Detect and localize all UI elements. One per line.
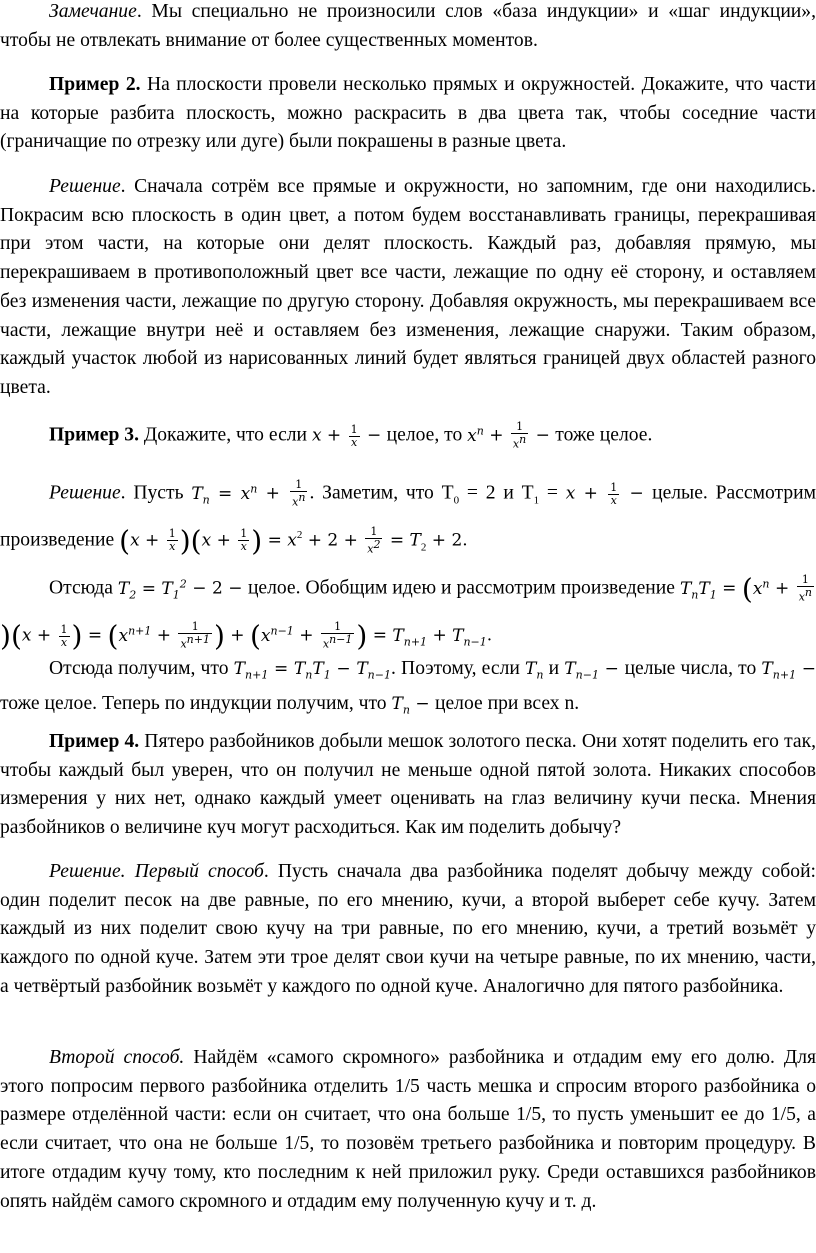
formula-x-plus-1-over-x: x [311, 425, 322, 446]
solution-3-label: Решение [49, 482, 121, 504]
solution-3-paragraph-b: Отсюда $T_2 = T_1^2 - 2$ − целое. Обобщим идею и рассмотрим произведение $T_nT_1 = (x^n$ + $\frac{1}{x^n}$ )(x + $\frac{1}{x}$ ) = ($x^{n+1}$ + $\frac{1}{x^{n+1}}$ ) + ($x^{n-1}$ + $\frac{1}{x^{n-1}}$ ) = $T_{n+1} + T_{n-1}$. [0, 572, 812, 653]
solution-3-paragraph-c: Отсюда получим, что $T_{n+1} = T_nT_1 - T_{n-1}$. Поэтому, если $T_n$ и $T_{n-1}$ − целые числа, то $T_{n+1}$ − тоже целое. Теперь по индукции получим, что $T_n$ − целое при всех n. [0, 658, 816, 717]
solution-4-first-paragraph: Решение. Первый способ. Пусть сначала два разбойника поделят добычу между собой: один поделит песок на две равные, по его мнению, кучи, а второй выберет себе кучу. Затем каждый из них поделит свою кучу на три равные, по его мнению, кучи, а третий возьмёт у каждого по одной куче. Затем эти трое делят свои кучи на четыре равные, по их мнению, части, а четвёртый разбойник возьмёт у каждого по одной куче. Аналогично для пятого разбойника. [0, 861, 816, 997]
formula-t2: $T_2 = T_1^2$ [117, 577, 187, 602]
solution-4-second-paragraph [0, 1044, 816, 1216]
solution-2-text: . Сначала сотрём все прямые и окружности, но запомним, где они находились. Покрасим всю плоскость в один цвет, а потом будем восстанавливать границы, перекрашивая при этом части, на которые они делят плоскость. Каждый раз, добавляя прямую, мы перекрашиваем в противоположный цвет все части, лежащие по одну её сторону, и оставляем без изменения части, лежащие по другую сторону. Добавляя окружность, мы перекрашиваем все части, лежащие внутри неё и оставляем без изменения, лежащие снаружи. Таким образом, каждый участок любой из нарисованных линий будет являться границей двух областей разного цвета. [0, 176, 816, 398]
solution-2-label: Решение [49, 176, 121, 197]
solution-3-paragraph-a: Решение. Пусть $T_n = x^n$ + $\frac{1}{x^n}$ . Заметим, что $T_0 = 2$ и $T_1 = x$ + $\frac{1}{x}$ − целые. Рассмотрим произведение (x + $\frac{1}{x}$ )(x + $\frac{1}{x}$ ) = $x^2 + 2$ + $\frac{1}{x^2}$ = $T_2 + 2$. [0, 478, 816, 558]
solution-2-paragraph [0, 173, 816, 403]
solution-4-second-text: Найдём «самого скромного» разбойника и отдадим ему его долю. Для этого попросим первого разбойника отделить 1/5 часть мешка и спросим второго разбойника о размере отделённой части: если он считает, что она больше 1/5, то пусть уменьшит ее до 1/5, а если считает, что она не больше 1/5, то позовём третьего разбойника и повторим процедуру. В итоге отдадим кучу тому, кто последним к ней приложил руку. Среди оставшихся разбойников опять найдём самого скромного и отдадим ему полученную кучу и т. д. [0, 1047, 816, 1212]
solution-4-first-text: . Пусть сначала два разбойника поделят добычу между собой: один поделит песок на две равные, по его мнению, кучи, а второй выберет себе кучу. Затем каждый из них поделит свою кучу на три равные, по его мнению, кучи, а третий возьмёт у каждого по одной куче. Затем эти трое делят свои кучи на четыре равные, по их мнению, части, а четвёртый разбойник возьмёт у каждого по одной куче. Аналогично для пятого разбойника. [0, 861, 816, 997]
remark-text: . Мы специально не произносили слов «база индукции» и «шаг индукции», чтобы не отвлекать внимание от более существенных моментов. [0, 1, 816, 51]
formula-xn-plus-1-over-xn: $x^n$ [467, 424, 484, 446]
example-4-paragraph [0, 728, 816, 843]
formula-recurrence: $T_{n+1} = T_nT_1$ [233, 659, 331, 682]
example-3-paragraph: Пример 3. Докажите, что если x + $\frac{1}{x}$ − целое, то $x^n$ + $\frac{1}{x^n}$ − тоже целое. [49, 420, 653, 451]
example-4-label: Пример 4. [49, 731, 140, 752]
example-4-text: Пятеро разбойников добыли мешок золотого песка. Они хотят поделить его так, чтобы каждый был уверен, что он получил не меньше одной пятой золота. Никаких способов измерения у них нет, однако каждый умеет оценивать на глаз величину кучи песка. Мнения разбойников о величине куч могут расходиться. Как им поделить добычу? [0, 731, 816, 839]
example-2-text: На плоскости провели несколько прямых и окружностей. Докажите, что части на которые разбита плоскость, можно раскрасить в два цвета так, чтобы соседние части (граничащие по отрезку или дуге) были покрашены в разные цвета. [0, 74, 816, 153]
example-2-label: Пример 2. [49, 74, 141, 95]
example-3-label: Пример 3. [49, 424, 139, 446]
example-2-paragraph [0, 71, 816, 157]
remark-label: Замечание [49, 1, 137, 22]
second-method-label: Второй способ. [49, 1047, 185, 1068]
remark-paragraph [0, 0, 816, 55]
solution-4-label: Решение [49, 861, 121, 882]
first-method-label: Первый способ [134, 861, 264, 882]
formula-tn-definition: $T_n = x^n$ [191, 482, 258, 507]
